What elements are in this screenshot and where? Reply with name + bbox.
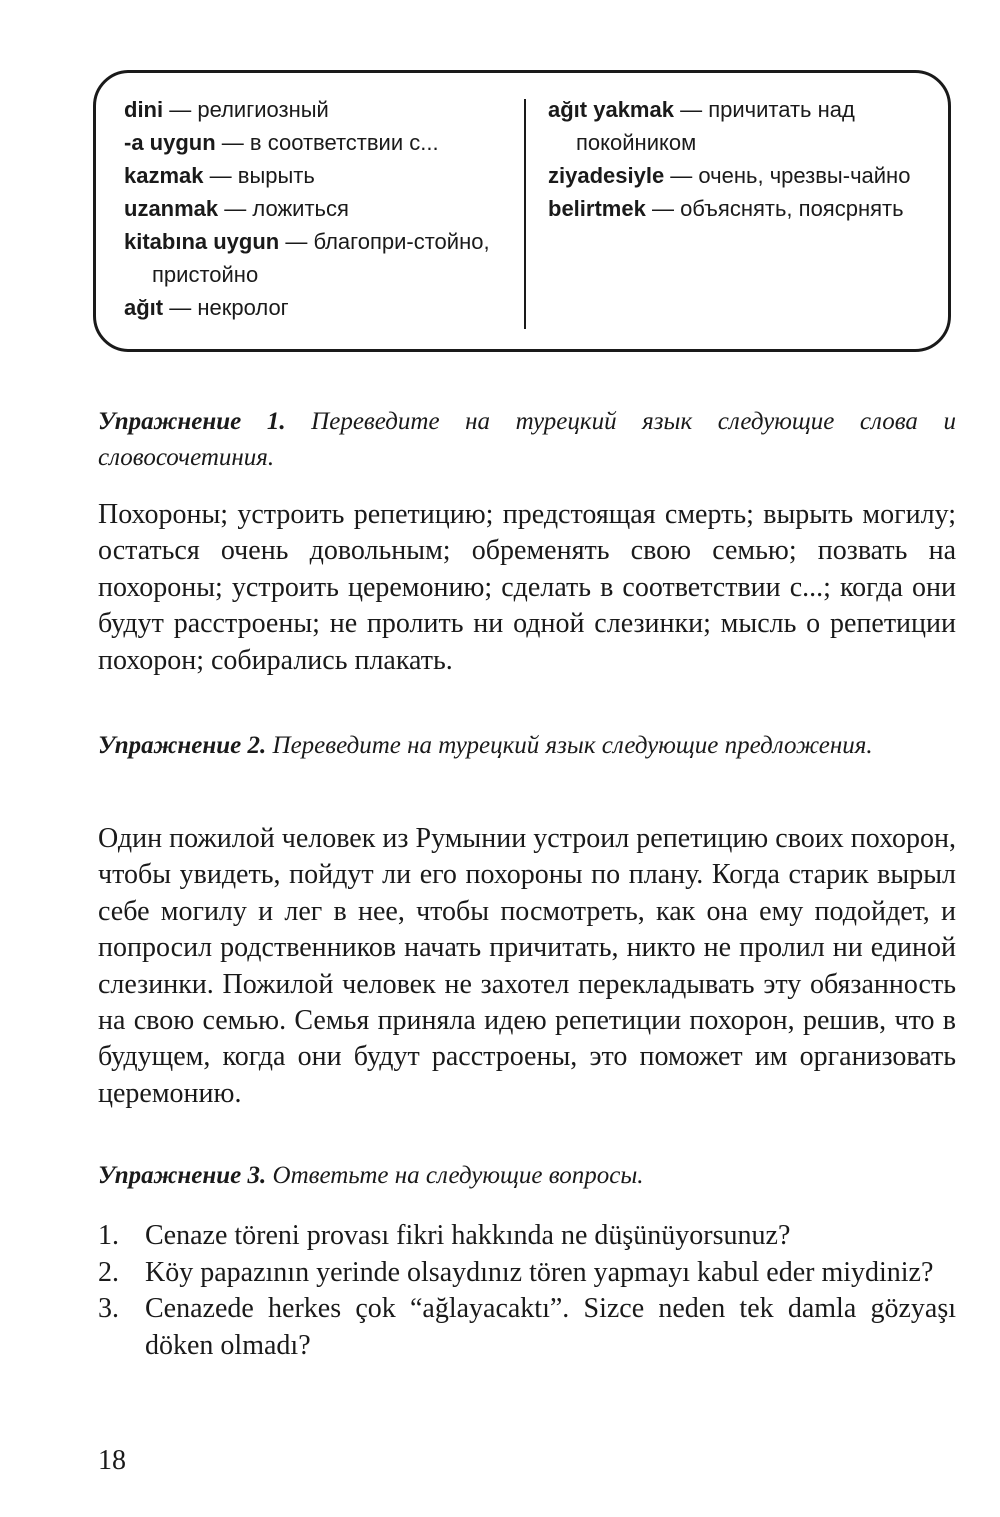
vocab-entry: kazmak — вырыть	[124, 163, 315, 188]
vocabulary-column-left	[124, 93, 524, 324]
question-text: Cenazede herkes çok “ağlayacaktı”. Sizce neden tek damla gözyaşı döken olmadı?	[145, 1293, 956, 1361]
question-text: Cenaze töreni provası fikri hakkında ne düşünüyorsunuz?	[145, 1220, 791, 1251]
vocab-entry: belirtmek — объяснять, поясрнять	[548, 196, 904, 221]
column-divider	[524, 99, 526, 329]
vocab-definition: благопри-стойно, пристойно	[152, 229, 490, 287]
vocab-entry: ağıt — некролог	[124, 295, 289, 320]
question-item	[98, 1291, 956, 1364]
exercise-1-task: Переведите на турецкий язык следующие слова и словосочетиния.	[98, 408, 956, 471]
exercise-3-task: Ответьте на следующие вопросы.	[272, 1162, 644, 1189]
exercise-1-heading	[98, 404, 956, 476]
vocabulary-box	[93, 70, 951, 352]
exercise-2-label: Упражнение 2.	[98, 732, 267, 759]
question-item	[98, 1218, 956, 1255]
vocab-definition: очень, чрезвы-чайно	[698, 163, 911, 188]
vocab-term: belirtmek	[548, 196, 646, 221]
vocab-term: kitabına uygun	[124, 229, 280, 254]
vocab-term: uzanmak	[124, 196, 219, 221]
question-item	[98, 1255, 956, 1292]
vocab-entry: -a uygun — в соответствии с...	[124, 130, 439, 155]
exercise-3-label: Упражнение 3.	[98, 1162, 267, 1189]
question-number: 3.	[98, 1293, 119, 1324]
vocab-entry: ağıt yakmak — причитать над покойником	[548, 97, 855, 155]
vocab-entry: ziyadesiyle — очень, чрезвы-чайно	[548, 163, 911, 188]
exercise-2-heading	[98, 728, 956, 764]
vocab-entry: uzanmak — ложиться	[124, 196, 349, 221]
vocab-term: dini	[124, 97, 164, 122]
exercise-3-heading	[98, 1158, 956, 1194]
vocab-entry: kitabına uygun — благопри-стойно, пристойно	[124, 229, 490, 287]
vocab-definition: религиозный	[197, 97, 329, 122]
exercise-1-label: Упражнение 1.	[98, 408, 286, 435]
exercise-2-text: Один пожилой человек из Румынии устроил репетицию своих похорон, чтобы увидеть, пойдут ли его похороны по плану. Когда старик вырыл себе могилу и лег в нее, чтобы посмотреть, как она ему подойдет, и попросил родственников начать причитать, никто не пролил ни единой слезинки. Пожилой человек не захотел перекладывать эту обязанность на свою семью. Семья приняла идею репетиции похорон, решив, что в будущем, когда они будут расстроены, это поможет им организовать церемонию.	[98, 823, 956, 1109]
vocab-definition: объяснять, поясрнять	[680, 196, 904, 221]
vocab-term: ağıt yakmak	[548, 97, 674, 122]
vocab-term: ziyadesiyle	[548, 163, 665, 188]
question-text: Köy papazının yerinde olsaydınız tören yapmayı kabul eder miydiniz?	[145, 1256, 934, 1288]
vocab-definition: в соответствии с...	[249, 130, 439, 155]
vocab-entry: dini — религиозный	[124, 97, 329, 122]
page-number: 18	[98, 1445, 126, 1476]
vocab-definition: ложиться	[252, 196, 349, 221]
exercise-1-text: Похороны; устроить репетицию; предстоящая смерть; вырыть могилу; остаться очень довольным; обременять свою семью; позвать на похороны; устроить церемонию; сделать в соответствии с...; когда они будут расстроены; не пролить ни одной слезинки; мысль о репетиции похорон; собирались плакать.	[98, 499, 956, 676]
vocab-term: kazmak	[124, 163, 204, 188]
vocab-term: ağıt	[124, 295, 164, 320]
vocabulary-column-right	[548, 93, 928, 225]
vocab-definition: некролог	[197, 295, 289, 320]
questions-list	[98, 1218, 956, 1364]
vocab-definition: вырыть	[237, 163, 315, 188]
question-number: 1.	[98, 1220, 119, 1251]
vocab-definition: причитать над покойником	[576, 97, 855, 155]
vocab-term: -a uygun	[124, 130, 216, 155]
exercise-2-task: Переведите на турецкий язык следующие предложения.	[272, 732, 873, 759]
question-number: 2.	[98, 1256, 119, 1288]
